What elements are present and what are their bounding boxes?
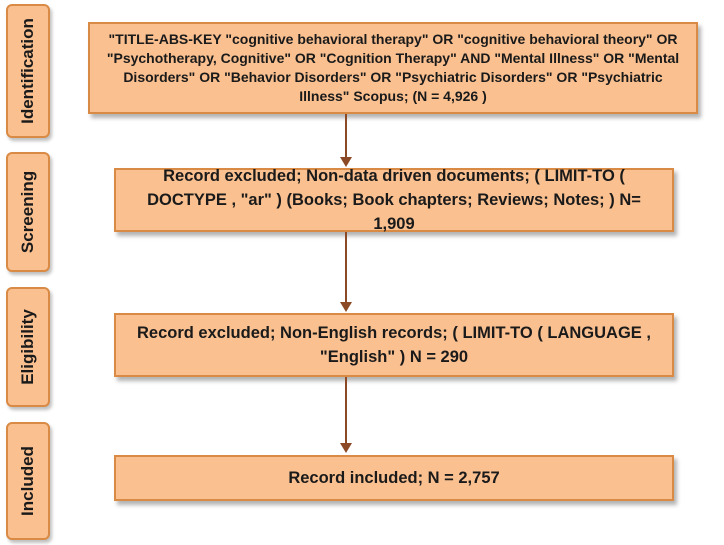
included-box [114, 455, 674, 501]
arrow-1-shaft [345, 114, 347, 158]
arrow-2-head [340, 302, 352, 312]
identification-box [88, 22, 698, 114]
screening-box [114, 168, 674, 232]
screening-stage-label [6, 152, 50, 272]
screening-box-text: Record excluded; Non-data driven documents; ( LIMIT-TO ( DOCTYPE , "ar" ) (Books; Book chapters; Reviews; Notes; ) N= 1,909 [147, 167, 641, 233]
eligibility-box-text: Record excluded; Non-English records; ( LIMIT-TO ( LANGUAGE , "English" ) N = 290 [137, 324, 651, 366]
included-stage-label [6, 422, 50, 540]
screening-stage-text: Screening [18, 170, 37, 254]
eligibility-stage-label [6, 287, 50, 407]
arrow-3-shaft [345, 377, 347, 444]
identification-stage-label [6, 4, 50, 138]
arrow-1-head [340, 157, 352, 167]
identification-box-text: "TITLE-ABS-KEY "cognitive behavioral therapy" OR "cognitive behavioral theory" OR "Psychotherapy, Cognitive" OR "Cognition Therapy" AND "Mental Illness" OR "Mental Disorders" OR "Behavior Disorders" OR "Psychiatric Disorders" OR "Psychiatric Illness" Scopus; (N = 4,926 ) [106, 31, 680, 104]
included-stage-text: Included [18, 446, 37, 516]
eligibility-stage-text: Eligibility [18, 309, 37, 385]
arrow-2-shaft [345, 232, 347, 303]
identification-stage-text: Identification [18, 18, 37, 124]
eligibility-box [114, 313, 674, 377]
included-box-text: Record included; N = 2,757 [288, 469, 500, 487]
arrow-3-head [340, 443, 352, 453]
